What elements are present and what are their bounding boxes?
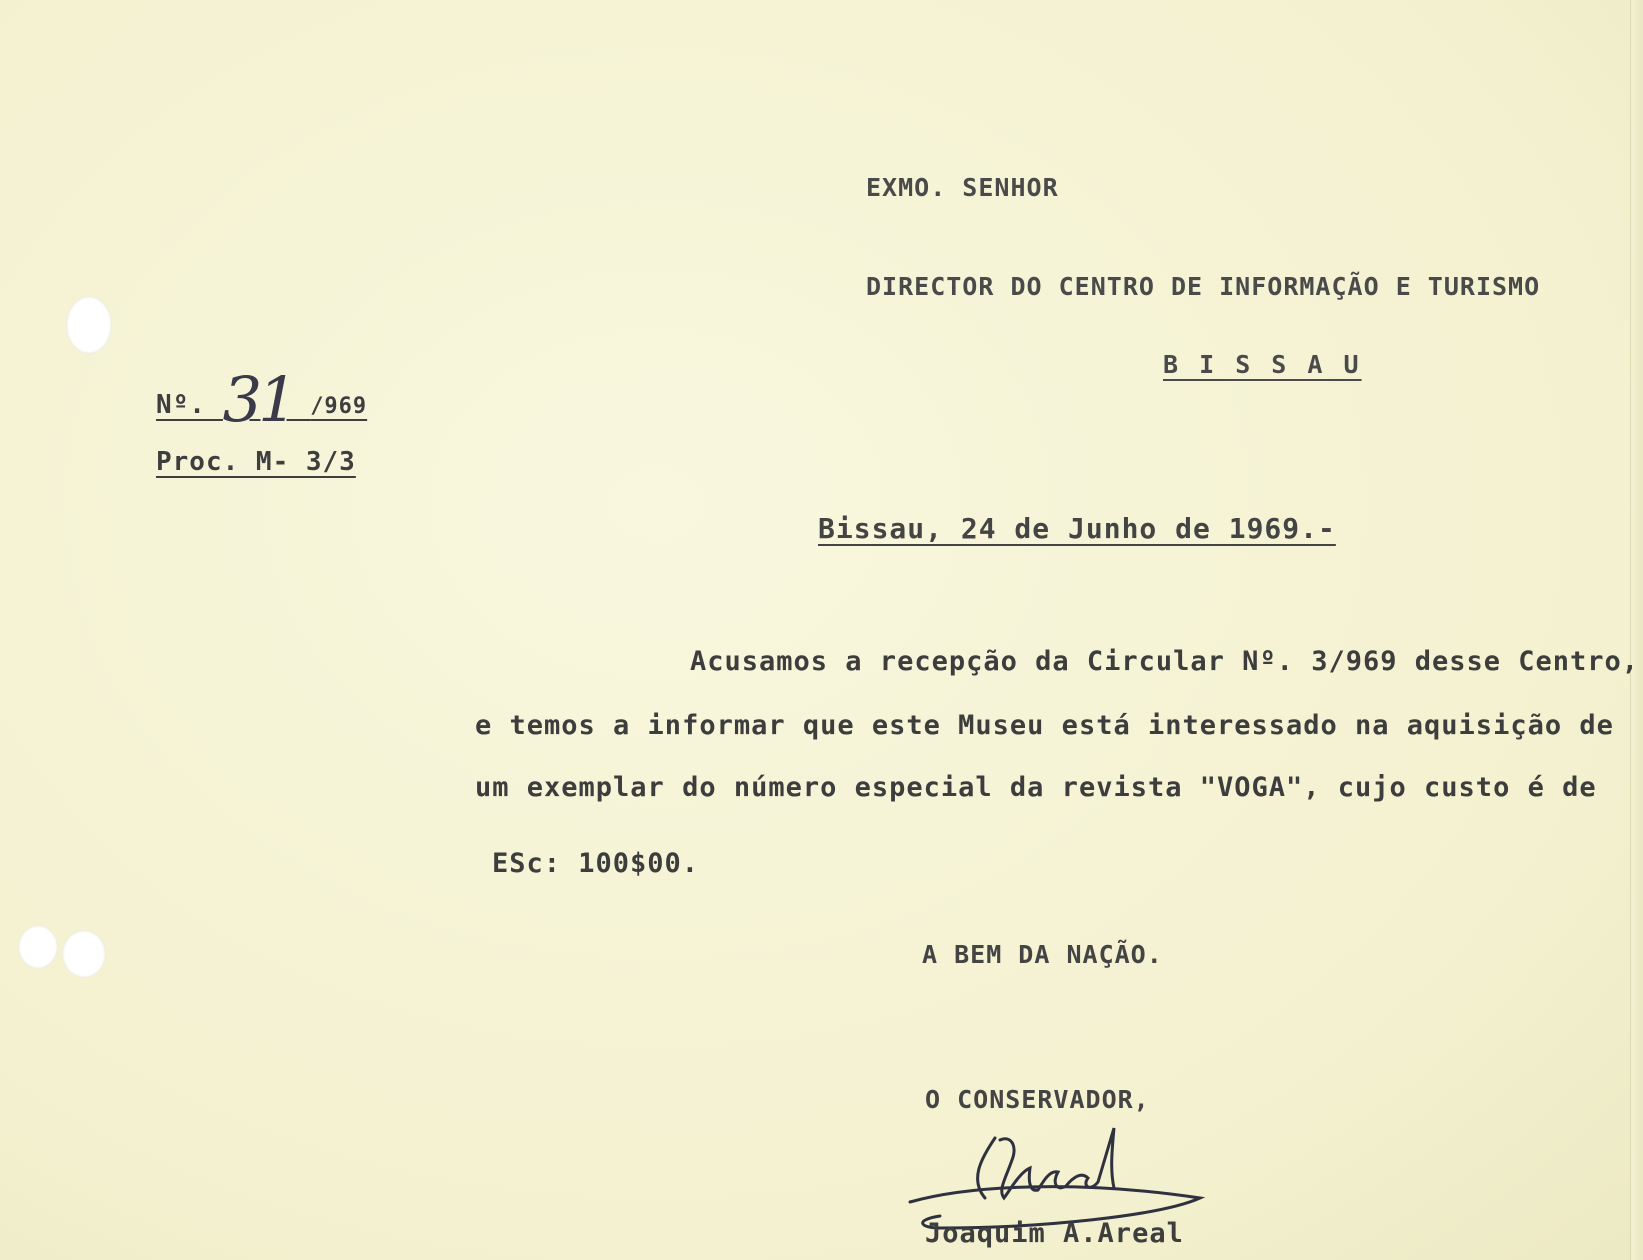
body-line-3: um exemplar do número especial da revista "VOGA", cujo custo é de [475,772,1597,803]
addressee-salutation: EXMO. SENHOR [866,173,1059,202]
page-edge [1630,0,1643,1260]
process-reference: Proc. M- 3/3 [156,447,356,477]
reference-number-handwritten: 31 [222,363,294,436]
punch-hole-top [66,296,112,354]
reference-number-suffix: /969 [310,394,368,419]
closing-formula: A BEM DA NAÇÃO. [922,940,1163,969]
reference-number-prefix: Nº. [156,390,206,420]
signatory-role: O CONSERVADOR, [925,1085,1150,1114]
signatory-name: Joaquim A.Areal [925,1218,1184,1249]
addressee-city: B I S S A U [1163,350,1362,379]
punch-hole-bottom-left [18,925,58,969]
body-line-1: Acusamos a recepção da Circular Nº. 3/969 desse Centro, [690,646,1640,677]
reference-number [156,355,368,436]
body-line-4: ESc: 100$00. [492,848,700,879]
date-line: Bissau, 24 de Junho de 1969.- [818,512,1336,545]
addressee-title: DIRECTOR DO CENTRO DE INFORMAÇÃO E TURISMO [866,272,1541,301]
body-line-2: e temos a informar que este Museu está interessado na aquisição de [475,710,1614,741]
punch-hole-bottom-right [62,930,106,978]
